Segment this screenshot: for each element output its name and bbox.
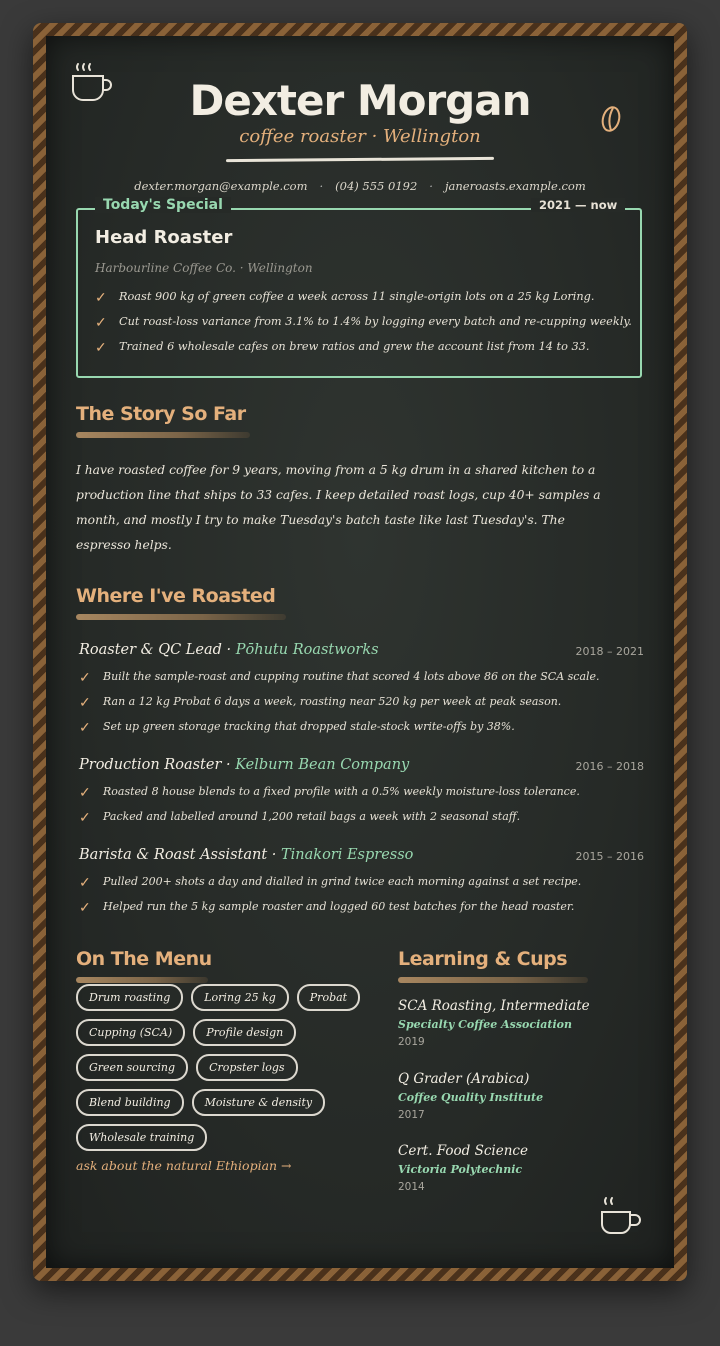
- chip-row: [76, 1019, 366, 1046]
- section-underline: [76, 977, 208, 983]
- current-role-dates: 2021 — now: [531, 198, 625, 212]
- skill-chip: Cropster logs: [196, 1054, 298, 1081]
- section-title-learning: Learning & Cups: [398, 948, 568, 970]
- separator: ·: [319, 179, 324, 193]
- job-bullets: [79, 875, 644, 925]
- skill-chip: Green sourcing: [76, 1054, 188, 1081]
- chip-row: [76, 1089, 366, 1116]
- list-item: ✓ Packed and labelled around 1,200 retail bags a week with 2 seasonal staff.: [79, 810, 521, 826]
- job-years: 2016 – 2018: [575, 760, 644, 773]
- cert-name: Cert. Food Science: [398, 1143, 528, 1159]
- job-header: Barista & Roast Assistant · Tinakori Espresso 2015 – 2016: [79, 847, 644, 863]
- email-link[interactable]: dexter.morgan@example.com: [134, 179, 308, 193]
- separator: ·: [429, 179, 433, 193]
- section-title-story: The Story So Far: [76, 403, 246, 425]
- chalkboard: [46, 36, 674, 1268]
- section-underline: [398, 977, 588, 983]
- skill-chip: Profile design: [193, 1019, 296, 1046]
- cert-org: Victoria Polytechnic: [398, 1163, 523, 1176]
- current-role-tag: Today's Special: [95, 197, 231, 213]
- skill-chip: Drum roasting: [76, 984, 183, 1011]
- list-item: ✓ Pulled 200+ shots a day and dialled in grind twice each morning against a set recipe.: [79, 875, 582, 891]
- cert-entry: [398, 1143, 638, 1193]
- phone-number[interactable]: (04) 555 0192: [335, 179, 418, 193]
- job-header: Production Roaster · Kelburn Bean Company 2016 – 2018: [79, 757, 644, 773]
- chip-row: [76, 1124, 366, 1151]
- job-entry: [79, 642, 644, 745]
- job-org: Tinakori Espresso: [280, 847, 414, 863]
- job-entry: [79, 847, 644, 925]
- tagline: coffee roaster · Wellington: [239, 126, 481, 147]
- cert-entry: [398, 1071, 638, 1121]
- cert-year: 2019: [398, 1036, 425, 1048]
- job-header: Roaster & QC Lead · Pōhutu Roastworks 2018 – 2021: [79, 642, 644, 658]
- cert-year: 2014: [398, 1181, 425, 1193]
- job-org: Kelburn Bean Company: [235, 757, 410, 773]
- section-title-skills: On The Menu: [76, 948, 212, 970]
- skill-chip: Wholesale training: [76, 1124, 207, 1151]
- job-entry: [79, 757, 644, 835]
- cert-name: SCA Roasting, Intermediate: [398, 998, 590, 1014]
- checkmark-icon: ✓: [95, 315, 107, 331]
- section-title-experience: Where I've Roasted: [76, 585, 276, 607]
- applicant-name: Dexter Morgan: [189, 76, 531, 125]
- chalkboard-frame: [33, 23, 687, 1281]
- cert-org: Specialty Coffee Association: [398, 1018, 572, 1031]
- cert-entry: [398, 998, 638, 1048]
- cert-name: Q Grader (Arabica): [398, 1071, 530, 1087]
- current-role-company: Harbourline Coffee Co. · Wellington: [95, 261, 313, 275]
- cert-org: Coffee Quality Institute: [398, 1091, 544, 1104]
- story-paragraph: I have roasted coffee for 9 years, moving from a 5 kg drum in a shared kitchen to a production line that ships to 33 cafes. I keep detailed roast logs, cup 40+ samples a month, and mostly I try to make Tuesday's batch taste like last Tuesday's. The espresso helps.: [76, 463, 601, 552]
- job-bullets: [79, 670, 644, 745]
- ask-note: ask about the natural Ethiopian →: [76, 1158, 292, 1173]
- section-underline: [76, 614, 286, 620]
- coffee-cup-icon: [600, 1194, 648, 1242]
- list-item: ✓ Cut roast-loss variance from 3.1% to 1.4% by logging every batch and re-cupping weekly.: [95, 315, 632, 331]
- skill-chips: [76, 984, 366, 1159]
- skill-chip: Loring 25 kg: [191, 984, 289, 1011]
- header-underline: [226, 157, 494, 162]
- chip-row: [76, 1054, 366, 1081]
- list-item: ✓ Set up green storage tracking that dropped stale-stock write-offs by 38%.: [79, 720, 515, 736]
- job-role: Roaster & QC Lead: [79, 642, 222, 658]
- job-org: Pōhutu Roastworks: [235, 642, 379, 658]
- current-role-title: Head Roaster: [95, 227, 233, 248]
- section-underline: [76, 432, 250, 438]
- cert-year: 2017: [398, 1109, 425, 1121]
- list-item: ✓ Roast 900 kg of green coffee a week across 11 single-origin lots on a 25 kg Loring.: [95, 290, 595, 306]
- checkmark-icon: ✓: [95, 340, 107, 356]
- skill-chip: Cupping (SCA): [76, 1019, 185, 1046]
- job-bullets: [79, 785, 644, 835]
- list-item: ✓ Roasted 8 house blends to a fixed profile with a 0.5% weekly moisture-loss tolerance.: [79, 785, 580, 801]
- checkmark-icon: ✓: [79, 785, 91, 801]
- job-role: Barista & Roast Assistant: [79, 847, 268, 863]
- skill-chip: Blend building: [76, 1089, 184, 1116]
- checkmark-icon: ✓: [79, 875, 91, 891]
- checkmark-icon: ✓: [95, 290, 107, 306]
- chip-row: [76, 984, 366, 1011]
- list-item: ✓ Helped run the 5 kg sample roaster and logged 60 test batches for the head roaster.: [79, 900, 575, 916]
- checkmark-icon: ✓: [79, 670, 91, 686]
- checkmark-icon: ✓: [79, 810, 91, 826]
- contact-line: [46, 179, 674, 193]
- list-item: ✓ Ran a 12 kg Probat 6 days a week, roasting near 520 kg per week at peak season.: [79, 695, 562, 711]
- current-role-bullets: [95, 290, 632, 365]
- list-item: ✓ Trained 6 wholesale cafes on brew ratios and grew the account list from 14 to 33.: [95, 340, 590, 356]
- skill-chip: Probat: [297, 984, 360, 1011]
- website-link[interactable]: janeroasts.example.com: [444, 179, 586, 193]
- job-years: 2018 – 2021: [575, 645, 644, 658]
- list-item: ✓ Built the sample-roast and cupping routine that scored 4 lots above 86 on the SCA scale.: [79, 670, 600, 686]
- job-years: 2015 – 2016: [575, 850, 644, 863]
- checkmark-icon: ✓: [79, 900, 91, 916]
- skill-chip: Moisture & density: [192, 1089, 326, 1116]
- checkmark-icon: ✓: [79, 695, 91, 711]
- checkmark-icon: ✓: [79, 720, 91, 736]
- job-role: Production Roaster: [79, 757, 222, 773]
